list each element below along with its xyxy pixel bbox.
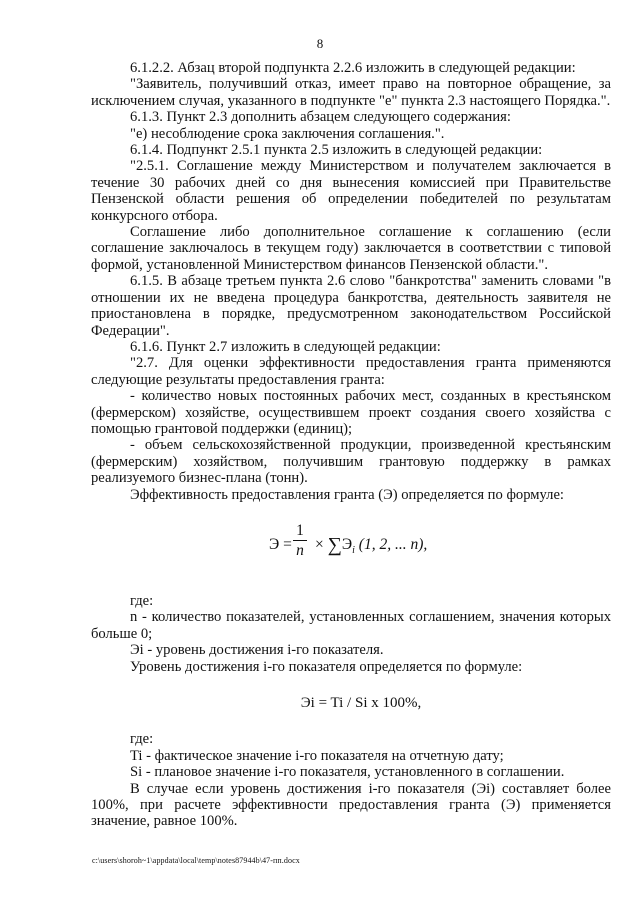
paragraph: Эффективность предоставления гранта (Э) определяется по формуле: [130,486,564,503]
paragraph: - объем сельскохозяйственной продукции, произведенной крестьянским (фермерским) хозяйством, получившим грантовую поддержку в рамках реализуемого бизнес-плана (тонн). [91,437,611,487]
paragraph: "Заявитель, получивший отказ, имеет право на повторное обращение, за исключением случая, указанного в подпункте "е" пункта 2.3 настоящего Порядка.". [91,76,611,109]
formula-fraction [293,522,307,559]
formula-subscript: i [352,544,355,556]
paragraph: Эi - уровень достижения i-го показателя. [130,642,384,659]
times-sign: × [315,535,324,553]
document-body [91,60,611,830]
paragraph: Si - плановое значение i-го показателя, установленного в соглашении. [130,764,565,781]
paragraph: где: [130,731,154,748]
paragraph: "е) несоблюдение срока заключения соглашения.". [130,125,445,142]
paragraph: Ti - фактическое значение i-го показателя на отчетную дату; [130,747,504,764]
paragraph: Уровень достижения i-го показателя определяется по формуле: [130,658,523,675]
page-number: 8 [316,36,324,51]
paragraph: "2.5.1. Соглашение между Министерством и получателем заключается в течение 30 рабочих дней со дня вынесения комиссией при Правительстве Пензенской области решения об определении победителей по результатам конкурсного отбора. [91,158,611,224]
paragraph: где: [130,592,154,609]
paragraph: Соглашение либо дополнительное соглашение к соглашению (если соглашение заключалось в текущем году) заключается в соответствии с типовой формой, установленной Министерством финансов Пензенской области.". [91,224,611,273]
fraction-numerator: 1 [296,521,304,539]
efficiency-formula [91,517,611,579]
formula-rhs [315,533,428,559]
formula-args: (1, 2, ... n), [358,535,428,553]
paragraph: 6.1.4. Подпункт 2.5.1 пункта 2.5 изложить в следующей редакции: [130,142,543,159]
sum-sign: ∑ [327,533,342,556]
indicator-formula: Эi = Ti / Si x 100%, [300,695,422,711]
formula-lhs: Э = [269,535,292,553]
formula-term: Э [341,535,353,553]
paragraph: - количество новых постоянных рабочих мест, созданных в крестьянском (фермерском) хозяйстве, осуществившем проект создания своего хозяйства с помощью грантовой поддержки (единиц); [91,388,611,437]
paragraph: 6.1.5. В абзаце третьем пункта 2.6 слово "банкротства" заменить словами "в отношении их не введена процедура банкротства, деятельность заявителя не приостановлена в порядке, предусмотренном законодательством Российской Федерации". [91,273,611,339]
file-path-footer: c:\users\shoroh~1\appdata\local\temp\notes87944b\47-пп.docx [92,856,300,865]
paragraph: 6.1.2.2. Абзац второй подпункта 2.2.6 изложить в следующей редакции: [130,60,576,76]
fraction-bar [293,540,307,541]
fraction-denominator: n [296,541,304,559]
paragraph: "2.7. Для оценки эффективности предоставления гранта применяются следующие результаты предоставления гранта: [91,355,611,388]
paragraph: 6.1.3. Пункт 2.3 дополнить абзацем следующего содержания: [130,109,511,126]
paragraph: В случае если уровень достижения i-го показателя (Эi) составляет более 100%, при расчете эффективности предоставления гранта (Э) применяется значение, равное 100%. [91,780,611,830]
paragraph: n - количество показателей, установленных соглашением, значения которых больше 0; [91,609,611,642]
paragraph: 6.1.6. Пункт 2.7 изложить в следующей редакции: [130,338,441,355]
